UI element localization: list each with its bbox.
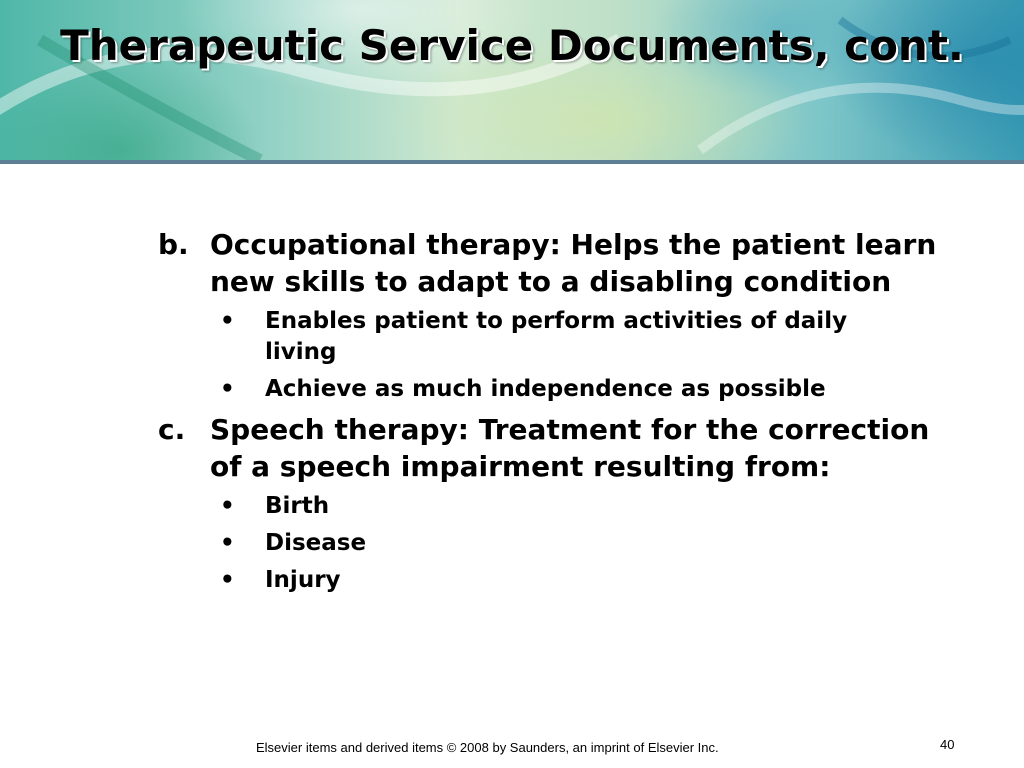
bullet-icon: •	[220, 308, 235, 334]
slide-content	[158, 226, 958, 602]
sub-bullet-item	[220, 374, 958, 405]
sub-bullet-item	[220, 565, 958, 596]
sub-bullet-item	[220, 306, 958, 368]
page-number: 40	[940, 737, 955, 752]
sub-bullet-text: Enables patient to perform activities of daily living	[265, 308, 848, 365]
bullet-icon: •	[220, 567, 235, 593]
list-item-b	[158, 226, 958, 300]
list-item-label: c.	[158, 413, 186, 446]
sub-bullet-text: Achieve as much independence as possible	[265, 376, 826, 402]
sub-bullet-item	[220, 491, 958, 522]
sub-bullet-text: Disease	[265, 530, 367, 556]
header-banner	[0, 0, 1024, 160]
list-item-label: b.	[158, 228, 189, 261]
bullet-icon: •	[220, 493, 235, 519]
slide-title: Therapeutic Service Documents, cont.	[60, 21, 964, 70]
sub-bullet-text: Birth	[265, 493, 330, 519]
copyright-footer: Elsevier items and derived items © 2008 by Saunders, an imprint of Elsevier Inc.	[256, 740, 719, 755]
bullet-icon: •	[220, 376, 235, 402]
list-item-text: Occupational therapy: Helps the patient learn new skills to adapt to a disabling condition	[210, 228, 937, 298]
header-divider	[0, 160, 1024, 164]
list-item-text: Speech therapy: Treatment for the correction of a speech impairment resulting from:	[210, 413, 930, 483]
list-item-c	[158, 411, 958, 485]
sub-bullet-text: Injury	[265, 567, 341, 593]
sub-bullet-item	[220, 528, 958, 559]
bullet-icon: •	[220, 530, 235, 556]
